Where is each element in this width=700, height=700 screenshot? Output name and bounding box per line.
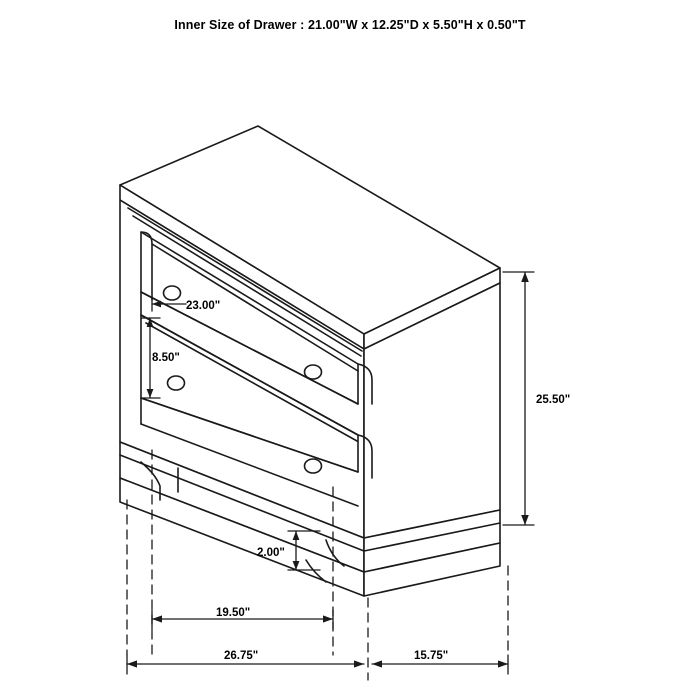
dim-2675-arrow-right <box>354 660 364 667</box>
dim-label-drawer-top-width: 23.00" <box>186 300 221 312</box>
page-title: Inner Size of Drawer : 21.00"W x 12.25"D x 5.50"H x 0.50"T <box>174 18 526 32</box>
dim-1950-arrow-right <box>323 615 333 622</box>
dim-label-drawer-height: 8.50" <box>152 352 180 364</box>
dim-label-side-depth: 15.75" <box>414 650 449 662</box>
dim-label-overall-height: 25.50" <box>536 394 571 406</box>
dim-1950-arrow-left <box>152 615 162 622</box>
dim-1575-arrow-left <box>372 660 382 667</box>
dim-label-front-width: 26.75" <box>224 650 259 662</box>
dim-2675-arrow-left <box>127 660 137 667</box>
dim-2550-arrow-bottom <box>521 515 529 525</box>
dim-label-base-clearance: 2.00" <box>257 547 285 559</box>
dim-2550-arrow-top <box>521 272 529 282</box>
dim-label-base-inner-width: 19.50" <box>216 607 251 619</box>
dim-1575-arrow-right <box>498 660 508 667</box>
